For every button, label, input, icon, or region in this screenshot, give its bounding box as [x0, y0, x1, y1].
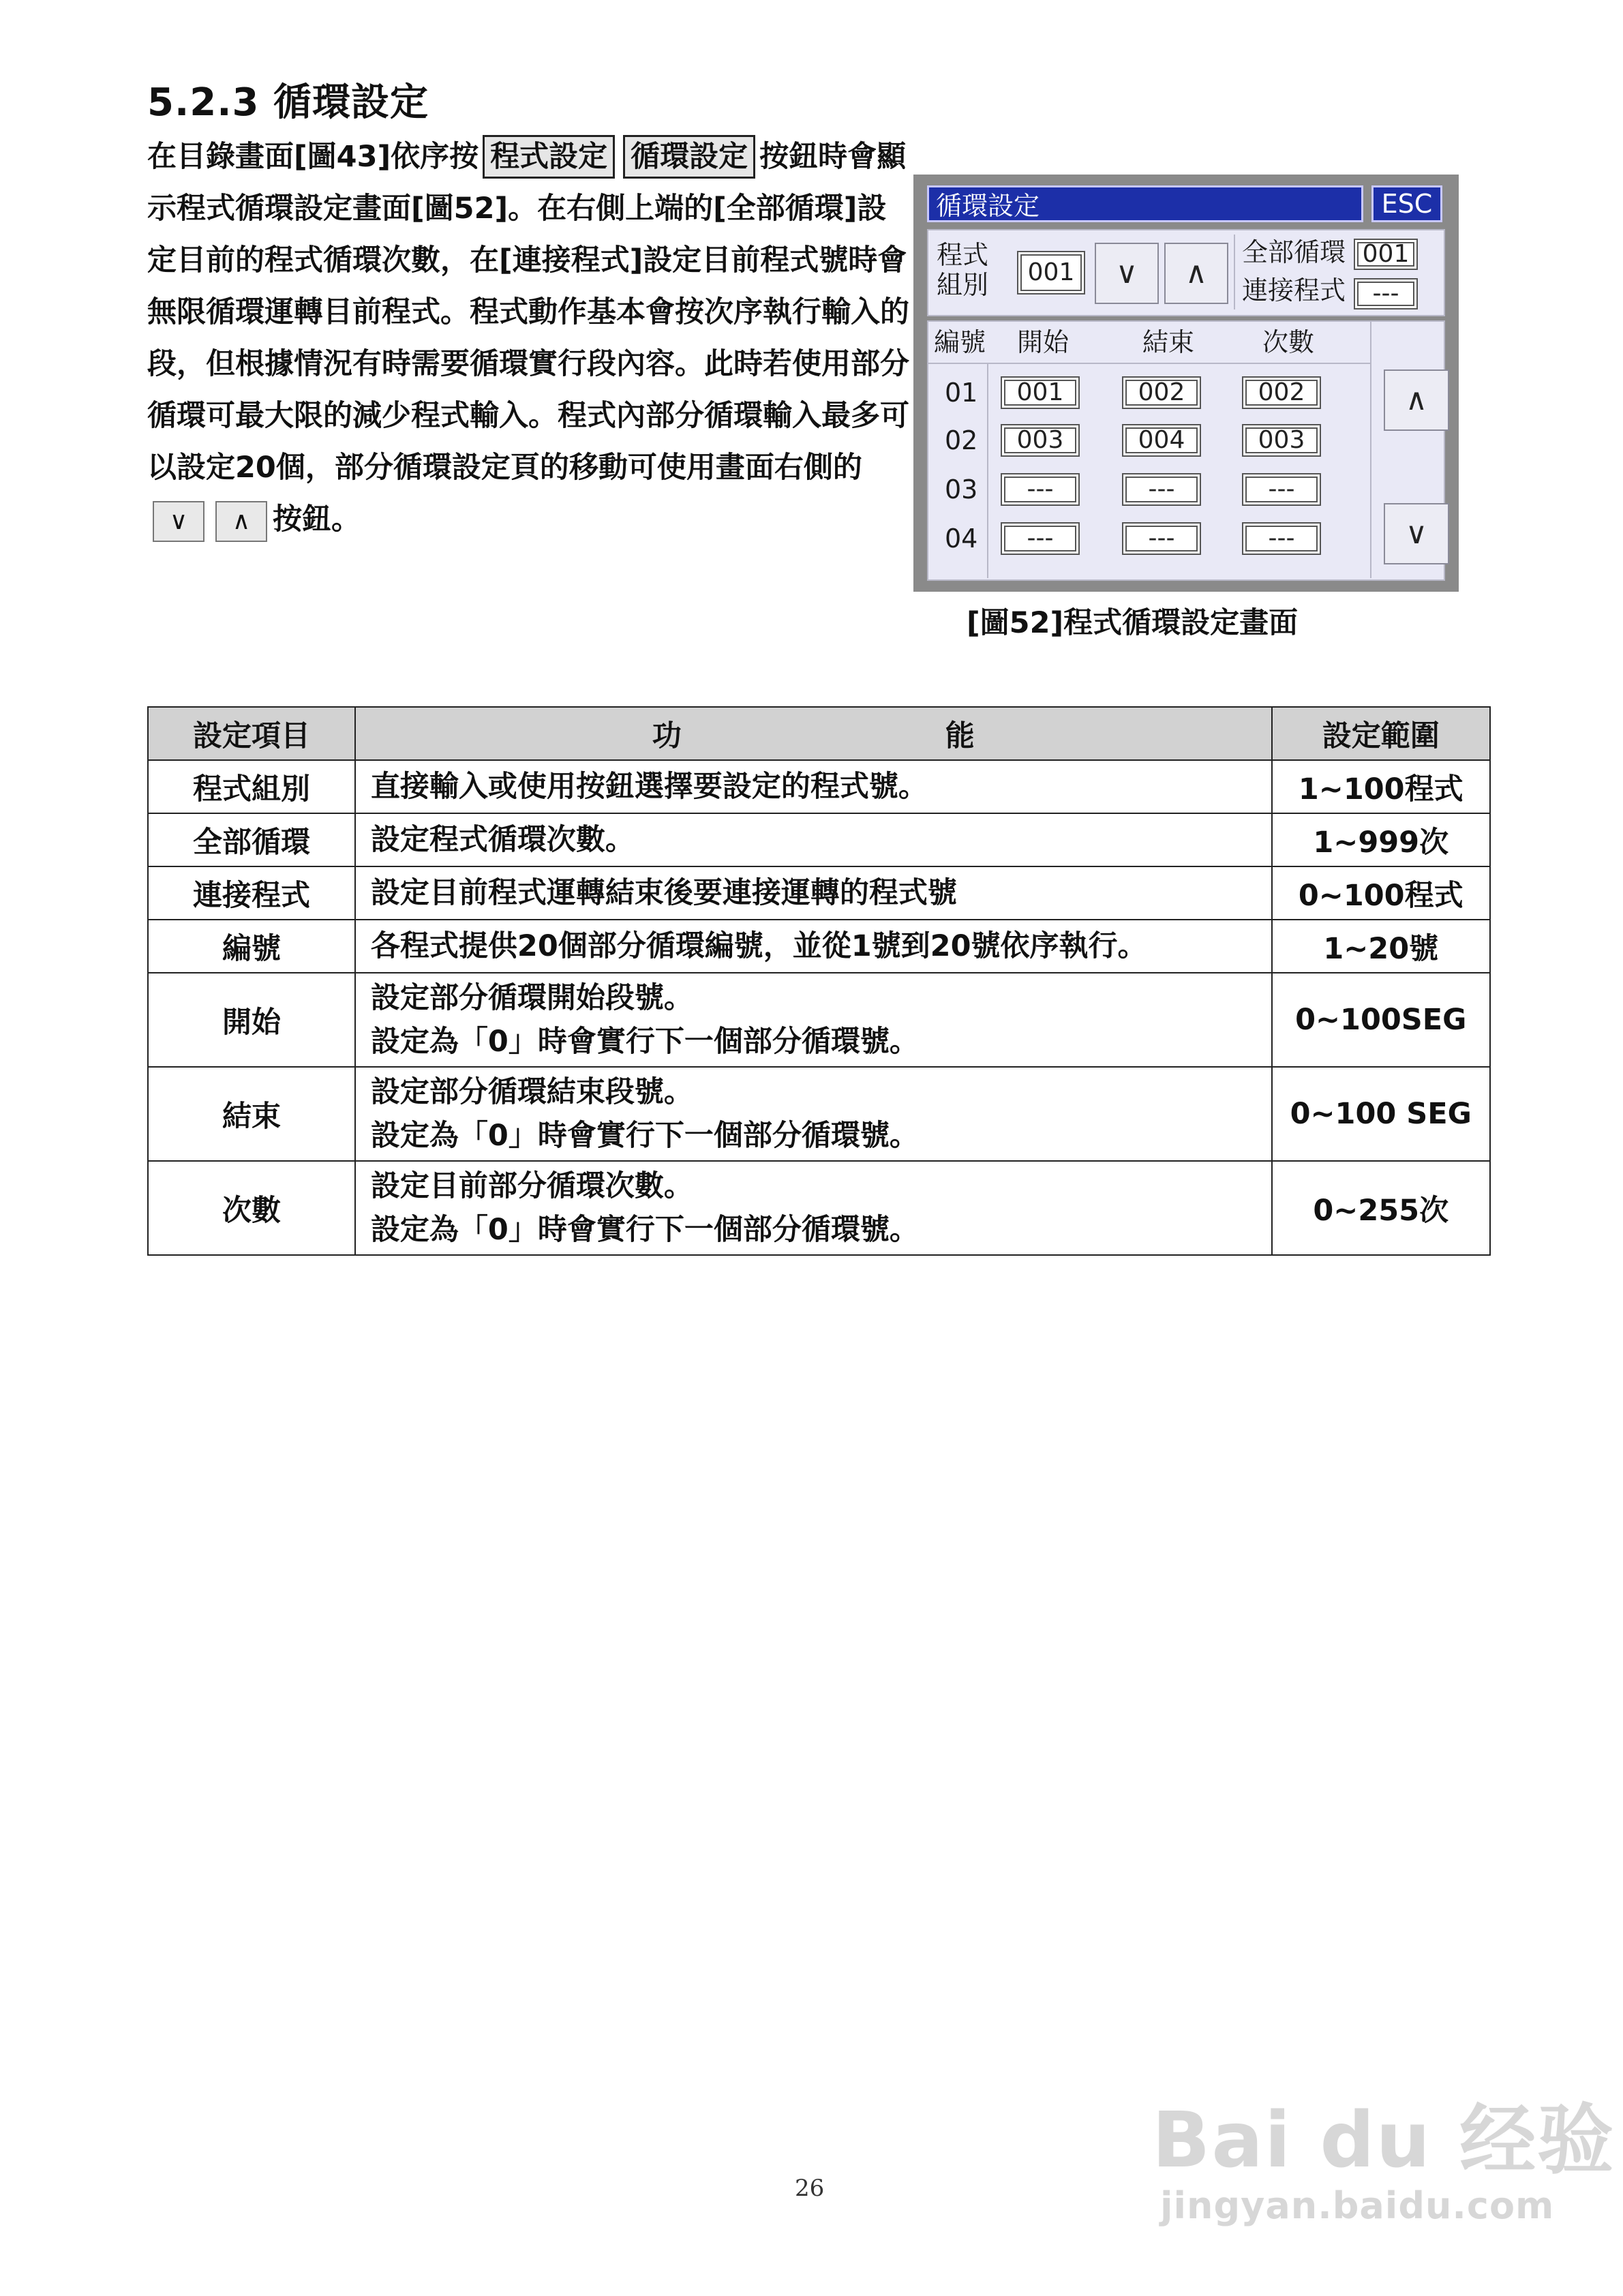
row-02-start[interactable]: 003: [1001, 424, 1080, 457]
link-program-input[interactable]: ---: [1354, 278, 1418, 309]
page-down-button[interactable]: ∨: [1384, 503, 1449, 564]
row-function-line-1: 設定部分循環開始段號。: [370, 981, 693, 1015]
row-range: 0~255次: [1272, 1161, 1490, 1255]
watermark-logo: Bai du 经验: [1152, 2096, 1616, 2185]
column-header-no: 編號: [934, 327, 986, 357]
table-row: [148, 866, 1490, 920]
group-label-1: 程式: [937, 240, 989, 270]
row-function: 設定目前程式運轉結束後要連接運轉的程式號: [355, 866, 1272, 920]
row-function-line-1: 設定目前部分循環次數。: [370, 1169, 693, 1203]
row-function-line-2: 設定為「0」時會實行下一個部分循環號。: [370, 1025, 919, 1059]
header-function: 功 能: [355, 707, 1272, 760]
row-function-line-1: 設定部分循環結束段號。: [370, 1075, 693, 1109]
row-04-end[interactable]: ---: [1122, 522, 1201, 555]
intro-text-2: 按鈕時會顯示程式循環設定畫面[圖52]。在右側上端的[全部循環]設定目前的程式循環次數，在[連接程式]設定目前程式號時會無限循環運轉目前程式。程式動作基本會按次序執行輸入的段，但根據情況有時需要循環實行段內容。此時若使用部分循環可最大限的減少程式輸入。程式內部分循環輸入最多可以設定20個，部分循環設定頁的移動可使用畫面右側的: [147, 140, 909, 485]
settings-table: [147, 706, 1491, 1256]
table-row: [148, 813, 1490, 866]
row-04-count[interactable]: ---: [1242, 522, 1321, 555]
row-03-count[interactable]: ---: [1242, 473, 1321, 506]
column-header-start: 開始: [1017, 327, 1070, 357]
watermark-url: jingyan.baidu.com: [1160, 2184, 1555, 2227]
row-function-line-2: 設定為「0」時會實行下一個部分循環號。: [370, 1213, 919, 1247]
intro-paragraph: [147, 131, 911, 545]
intro-text-3: 按鈕。: [273, 502, 361, 537]
row-01-start[interactable]: 001: [1001, 376, 1080, 409]
header-item: 設定項目: [148, 707, 355, 760]
row-02-end[interactable]: 004: [1122, 424, 1201, 457]
row-range: 0~100程式: [1272, 866, 1490, 920]
esc-button[interactable]: ESC: [1371, 185, 1442, 222]
row-no-01: 01: [945, 378, 978, 408]
row-function: [355, 973, 1272, 1067]
group-label-2: 組別: [937, 270, 989, 300]
row-function-line-2: 設定為「0」時會實行下一個部分循環號。: [370, 1119, 919, 1153]
column-header-count: 次數: [1262, 327, 1315, 357]
row-item: 開始: [148, 973, 355, 1067]
table-row: [148, 920, 1490, 973]
loop-settings-screen: [913, 175, 1459, 592]
row-range: 1~20號: [1272, 920, 1490, 973]
column-header-end: 結束: [1142, 327, 1195, 357]
row-03-end[interactable]: ---: [1122, 473, 1201, 506]
row-range: 0~100 SEG: [1272, 1067, 1490, 1161]
group-input[interactable]: 001: [1017, 251, 1085, 294]
row-no-02: 02: [945, 425, 978, 455]
all-loop-input[interactable]: 001: [1354, 239, 1418, 270]
group-up-button[interactable]: ∧: [1164, 243, 1228, 304]
link-program-label: 連接程式: [1242, 275, 1346, 305]
key-loop-settings: 循環設定: [623, 135, 755, 179]
row-item: 結束: [148, 1067, 355, 1161]
row-no-04: 04: [945, 524, 978, 554]
table-row: [148, 760, 1490, 813]
row-function: 設定程式循環次數。: [355, 813, 1272, 866]
row-no-03: 03: [945, 474, 978, 504]
intro-text-1: 在目錄畫面[圖43]依序按: [147, 140, 479, 174]
row-function: [355, 1067, 1272, 1161]
row-item: 連接程式: [148, 866, 355, 920]
row-function: 各程式提供20個部分循環編號，並從1號到20號依序執行。: [355, 920, 1272, 973]
screen-title: 循環設定: [927, 185, 1363, 222]
row-04-start[interactable]: ---: [1001, 522, 1080, 555]
table-row: [148, 1067, 1490, 1161]
section-heading: 5.2.3 循環設定: [147, 80, 429, 125]
row-03-start[interactable]: ---: [1001, 473, 1080, 506]
figure-caption: [圖52]程式循環設定畫面: [967, 606, 1299, 640]
row-range: 1~999次: [1272, 813, 1490, 866]
table-row: [148, 1161, 1490, 1255]
key-program-settings: 程式設定: [483, 135, 615, 179]
row-range: 1~100程式: [1272, 760, 1490, 813]
row-02-count[interactable]: 003: [1242, 424, 1321, 457]
row-function: 直接輸入或使用按鈕選擇要設定的程式號。: [355, 760, 1272, 813]
table-header-row: [148, 707, 1490, 760]
row-item: 編號: [148, 920, 355, 973]
page-number: 26: [795, 2175, 825, 2202]
program-group-panel: [927, 229, 1445, 316]
row-item: 程式組別: [148, 760, 355, 813]
row-range: 0~100SEG: [1272, 973, 1490, 1067]
group-down-button[interactable]: ∨: [1095, 243, 1159, 304]
chevron-down-icon: ∨: [153, 501, 204, 542]
chevron-up-icon: ∧: [215, 501, 267, 542]
table-row: [148, 973, 1490, 1067]
row-01-count[interactable]: 002: [1242, 376, 1321, 409]
page-up-button[interactable]: ∧: [1384, 369, 1449, 431]
row-01-end[interactable]: 002: [1122, 376, 1201, 409]
row-function: [355, 1161, 1272, 1255]
row-item: 次數: [148, 1161, 355, 1255]
header-range: 設定範圍: [1272, 707, 1490, 760]
all-loop-label: 全部循環: [1242, 237, 1346, 267]
partial-loop-panel: [927, 320, 1445, 581]
row-item: 全部循環: [148, 813, 355, 866]
